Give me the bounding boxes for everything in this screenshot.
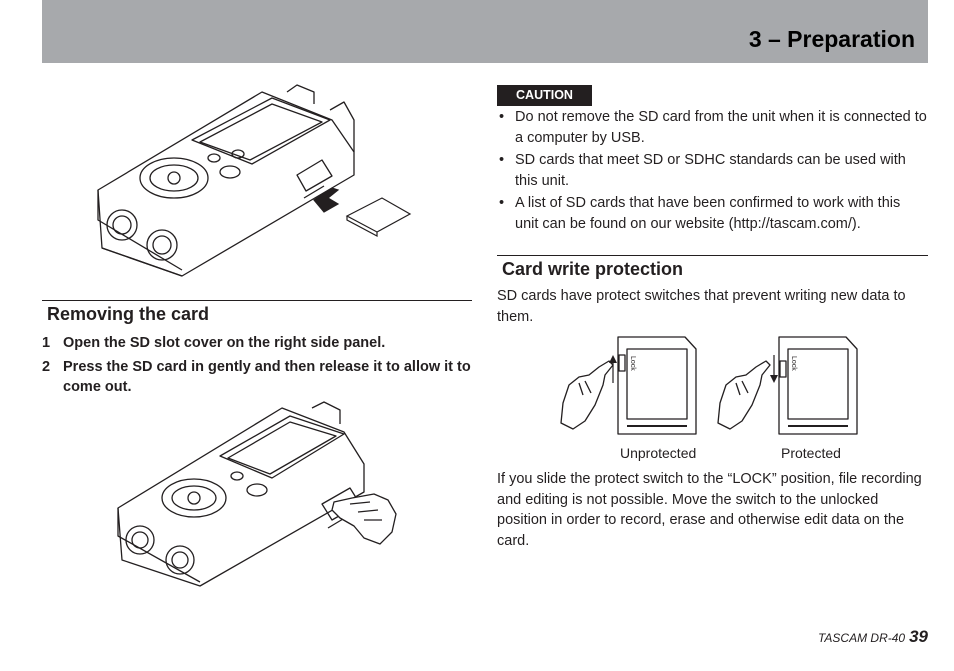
write-protect-figure <box>555 333 865 439</box>
list-item <box>497 107 927 148</box>
bullet-icon: • <box>499 109 505 125</box>
card-lock-label: Lock <box>629 356 636 371</box>
caution-badge: CAUTION <box>497 85 592 106</box>
removal-steps <box>42 333 472 401</box>
list-item <box>497 150 927 191</box>
section-divider <box>497 255 928 256</box>
page-footer <box>818 627 928 647</box>
section-divider <box>42 300 472 301</box>
caution-list <box>497 107 927 236</box>
step-text: Press the SD card in gently and then release it to allow it to come out. <box>63 359 471 395</box>
unprotected-label: Unprotected <box>620 445 697 461</box>
list-item <box>497 193 927 234</box>
step-text: Open the SD slot cover on the right side panel. <box>63 335 386 351</box>
model-name: TASCAM DR-40 <box>817 631 906 645</box>
card-lock-label: Lock <box>790 356 797 371</box>
write-protection-explanation: If you slide the protect switch to the “LOCK” position, file recording and editing is not possible. Move the switch to the unlocked position in order to record, erase and otherwise edit data on the card. <box>497 471 922 549</box>
list-item-text: SD cards that meet SD or SDHC standards can be used with this unit. <box>515 152 906 189</box>
chapter-title: 3 – Preparation <box>748 26 915 52</box>
page-number: 39 <box>909 627 928 646</box>
step-number: 1 <box>42 335 51 351</box>
list-item-text: A list of SD cards that have been confirmed to work with this unit can be found on our website (http://tascam.com/). <box>515 195 901 232</box>
step-item <box>42 333 472 353</box>
recorder-card-press-illustration <box>112 400 412 590</box>
write-protection-heading: Card write protection <box>502 259 684 279</box>
step-item <box>42 357 472 397</box>
write-protection-intro: SD cards have protect switches that prevent writing new data to them. <box>497 288 906 325</box>
bullet-icon: • <box>499 195 505 211</box>
step-number: 2 <box>42 359 51 375</box>
list-item-text: Do not remove the SD card from the unit when it is connected to a computer by USB. <box>515 109 927 146</box>
bullet-icon: • <box>499 152 505 168</box>
protected-label: Protected <box>781 445 841 461</box>
removing-card-heading: Removing the card <box>47 304 210 324</box>
recorder-card-insert-illustration <box>92 80 422 280</box>
chapter-header <box>42 0 928 63</box>
